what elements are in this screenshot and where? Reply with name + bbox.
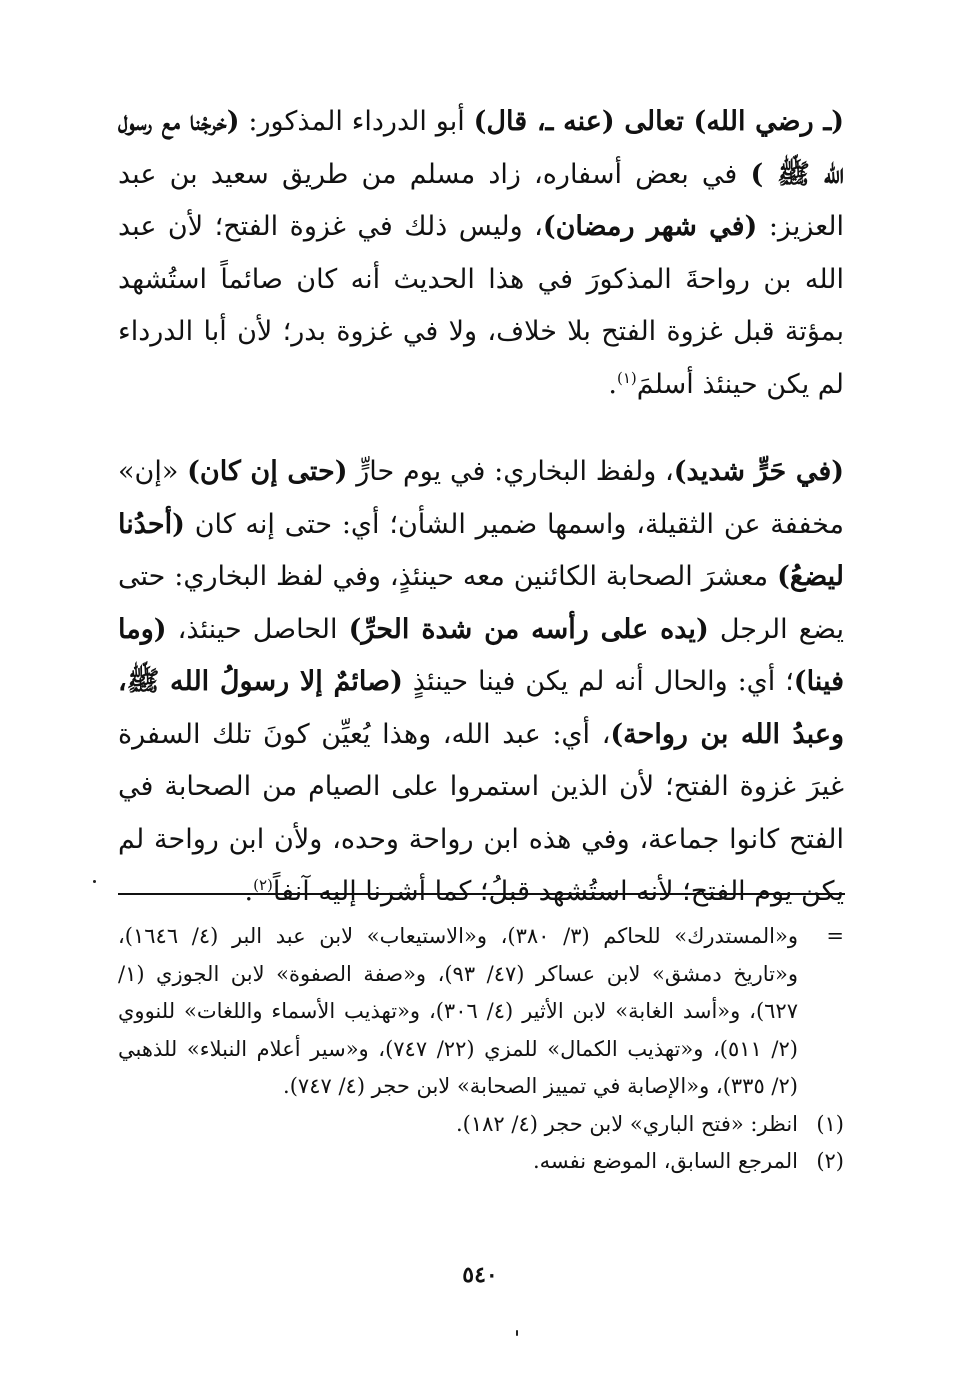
footnote-reference: (٢)	[253, 876, 273, 894]
bold-text-segment: (وما فينا)	[118, 613, 844, 697]
main-body-text	[118, 96, 844, 919]
text-segment: معشرَ الصحابة الكائنين معه حينئذٍ، وفي لفظ البخاري: حتى يضع الرجل	[118, 561, 844, 645]
text-segment: أبو الدرداء المذكور:	[239, 106, 474, 137]
footnote-marker: (٢)	[816, 1149, 844, 1173]
text-segment: «إن» مخففة عن الثقيلة، واسمها ضمير الشأن؛ أي: حتى إنه كان	[118, 456, 844, 540]
footnote-text: و«المستدرك» للحاكم (٣/ ٣٨٠)، و«الاستيعاب» لابن عبد البر (٤/ ١٦٤٦)، و«تاريخ دمشق» لابن عساكر (٤٧/ ٩٣)، و«صفة الصفوة» لابن الجوزي (١/ ٦٢٧)، و«أسد الغابة» لابن الأثير (٤/ ٣٠٦)، و«تهذيب الأسماء واللغات» للنووي (٢/ ٥١١)، و«تهذيب الكمال» للمزي (٢٢/ ٧٤٧)، و«سير أعلام النبلاء» للذهبي (٢/ ٣٣٥)، و«الإصابة في تمييز الصحابة» لابن حجر (٤/ ٧٤٧).	[118, 924, 799, 1098]
bold-text-segment: (حتى إن كان)	[187, 456, 348, 487]
text-segment: ؛ أي: والحال أنه لم يكن فينا حينئذٍ	[402, 666, 794, 697]
footnotes-section	[118, 918, 844, 1181]
scan-speck	[93, 880, 96, 883]
footnote-1	[118, 1106, 844, 1144]
footnote-marker: =	[826, 924, 844, 948]
bold-text-segment: (ـ رضي الله) تعالى (عنه ـ، قال)	[473, 106, 845, 137]
text-segment: في بعض أسفاره، زاد مسلم من طريق سعيد بن عبد العزيز:	[118, 158, 844, 242]
paragraph	[118, 446, 844, 919]
bold-text-segment: (في شهر رمضان)	[542, 211, 758, 242]
footnote-text: انظر: «فتح الباري» لابن حجر (٤/ ١٨٢).	[455, 1111, 798, 1136]
footnote-text: المرجع السابق، الموضع نفسه.	[532, 1149, 798, 1173]
text-segment: ، ولفظ البخاري: في يوم حارٍّ	[347, 456, 674, 487]
bold-text-segment: (صائمٌ إلا رسولُ الله ﷺ، وعبدُ الله بن رواحة)	[118, 666, 844, 750]
text-segment: ، وليس ذلك في غزوة الفتح؛ لأن عبد الله بن رواحةَ المذكورَ في هذا الحديث أنه كان صائماً استُشهد بمؤتة قبل غزوة الفتح بلا خلاف، ولا في غزوة بدر؛ لأن أبا الدرداء لم يكن حينئذ أسلمَ	[118, 211, 844, 400]
page-number: ٥٤٠	[462, 1262, 498, 1288]
footnote-reference: (١)	[616, 368, 637, 387]
footnote-continuation	[118, 918, 844, 1106]
paragraph	[118, 96, 844, 411]
text-segment: .	[244, 876, 254, 907]
footnote-2	[118, 1143, 844, 1181]
bold-text-segment: (في حَرٍّ شديد)	[673, 456, 845, 487]
footnote-marker: (١)	[816, 1111, 844, 1136]
bold-text-segment: (يده على رأسه من شدة الحرِّ)	[348, 613, 709, 645]
bold-text-segment: (خرجْنا مع رسول الله ﷺ )	[118, 106, 844, 190]
footnote-separator	[118, 893, 845, 895]
text-segment: ، أي: عبد الله، وهذا يُعيِّن كونَ تلك السفرة غيرَ غزوة الفتح؛ لأن الذين استمروا على الصيام من الصحابة في الفتح كانوا جماعة، وفي هذه ابن رواحة وحده، ولأن ابن رواحة لم يكن يوم الفتح؛ لأنه استُشهد قبلُ؛ كما أشرنا إليه آنفاً	[118, 718, 844, 907]
scan-speck	[516, 1330, 518, 1336]
text-segment: .	[608, 368, 617, 400]
text-segment: الحاصل حينئذ،	[166, 613, 349, 645]
bold-text-segment: (أحدُنا ليضعُ)	[118, 508, 844, 592]
